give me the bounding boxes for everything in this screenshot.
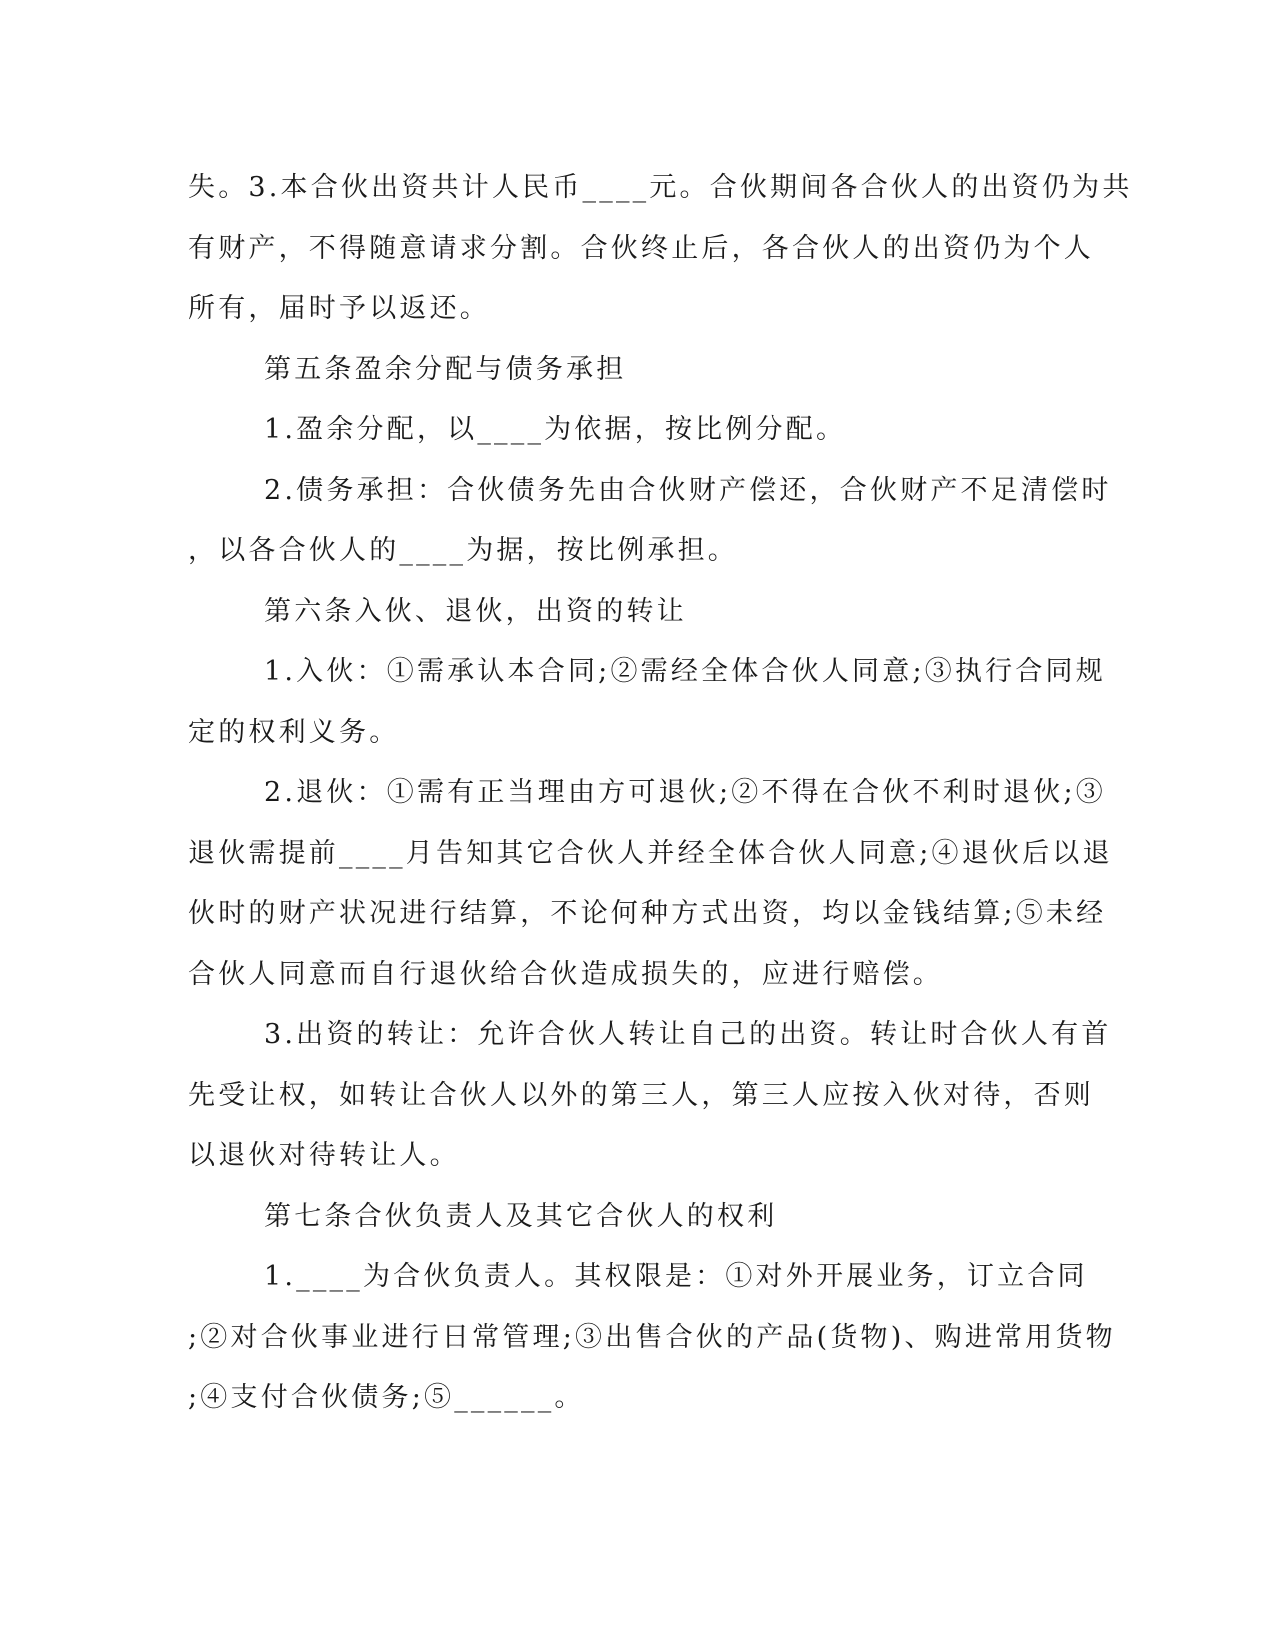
text-line: 定的权利义务。 [188,716,400,748]
text-line: 2.退伙：①需有正当理由方可退伙;②不得在合伙不利时退伙;③ [264,777,1106,808]
document-body [188,158,1133,1429]
text-line: 合伙人同意而自行退伙给合伙造成损失的，应进行赔偿。 [188,958,943,990]
text-line: ;②对合伙事业进行日常管理;③出售合伙的产品(货物)、购进常用货物 [188,1321,1116,1353]
article-5-heading: 第五条盈余分配与债务承担 [264,353,627,385]
article-6-heading: 第六条入伙、退伙，出资的转让 [264,595,687,627]
text-line: 1.____为合伙负责人。其权限是：①对外开展业务，订立合同 [264,1261,1088,1292]
text-line: 1.盈余分配，以____为依据，按比例分配。 [264,414,847,445]
text-line: 有财产，不得随意请求分割。合伙终止后，各合伙人的出资仍为个人 [188,232,1094,264]
article-7-heading: 第七条合伙负责人及其它合伙人的权利 [264,1200,778,1232]
text-line: 退伙需提前____月告知其它合伙人并经全体合伙人同意;④退伙后以退 [188,837,1113,869]
text-line: 3.出资的转让：允许合伙人转让自己的出资。转让时合伙人有首 [264,1019,1112,1050]
text-line: 1.入伙：①需承认本合同;②需经全体合伙人同意;③执行合同规 [264,656,1106,687]
text-line: 先受让权，如转让合伙人以外的第三人，第三人应按入伙对待，否则 [188,1079,1094,1111]
text-line: 所有，届时予以返还。 [188,293,490,324]
text-line: 伙时的财产状况进行结算，不论何种方式出资，均以金钱结算;⑤未经 [188,898,1107,929]
text-line: 以退伙对待转让人。 [188,1140,460,1171]
text-line: 失。3.本合伙出资共计人民币____元。合伙期间各合伙人的出资仍为共 [188,172,1133,203]
text-line: 2.债务承担：合伙债务先由合伙财产偿还，合伙财产不足清偿时 [264,474,1112,506]
text-line: ;④支付合伙债务;⑤______。 [188,1382,585,1413]
text-line: ，以各合伙人的____为据，按比例承担。 [188,535,738,566]
